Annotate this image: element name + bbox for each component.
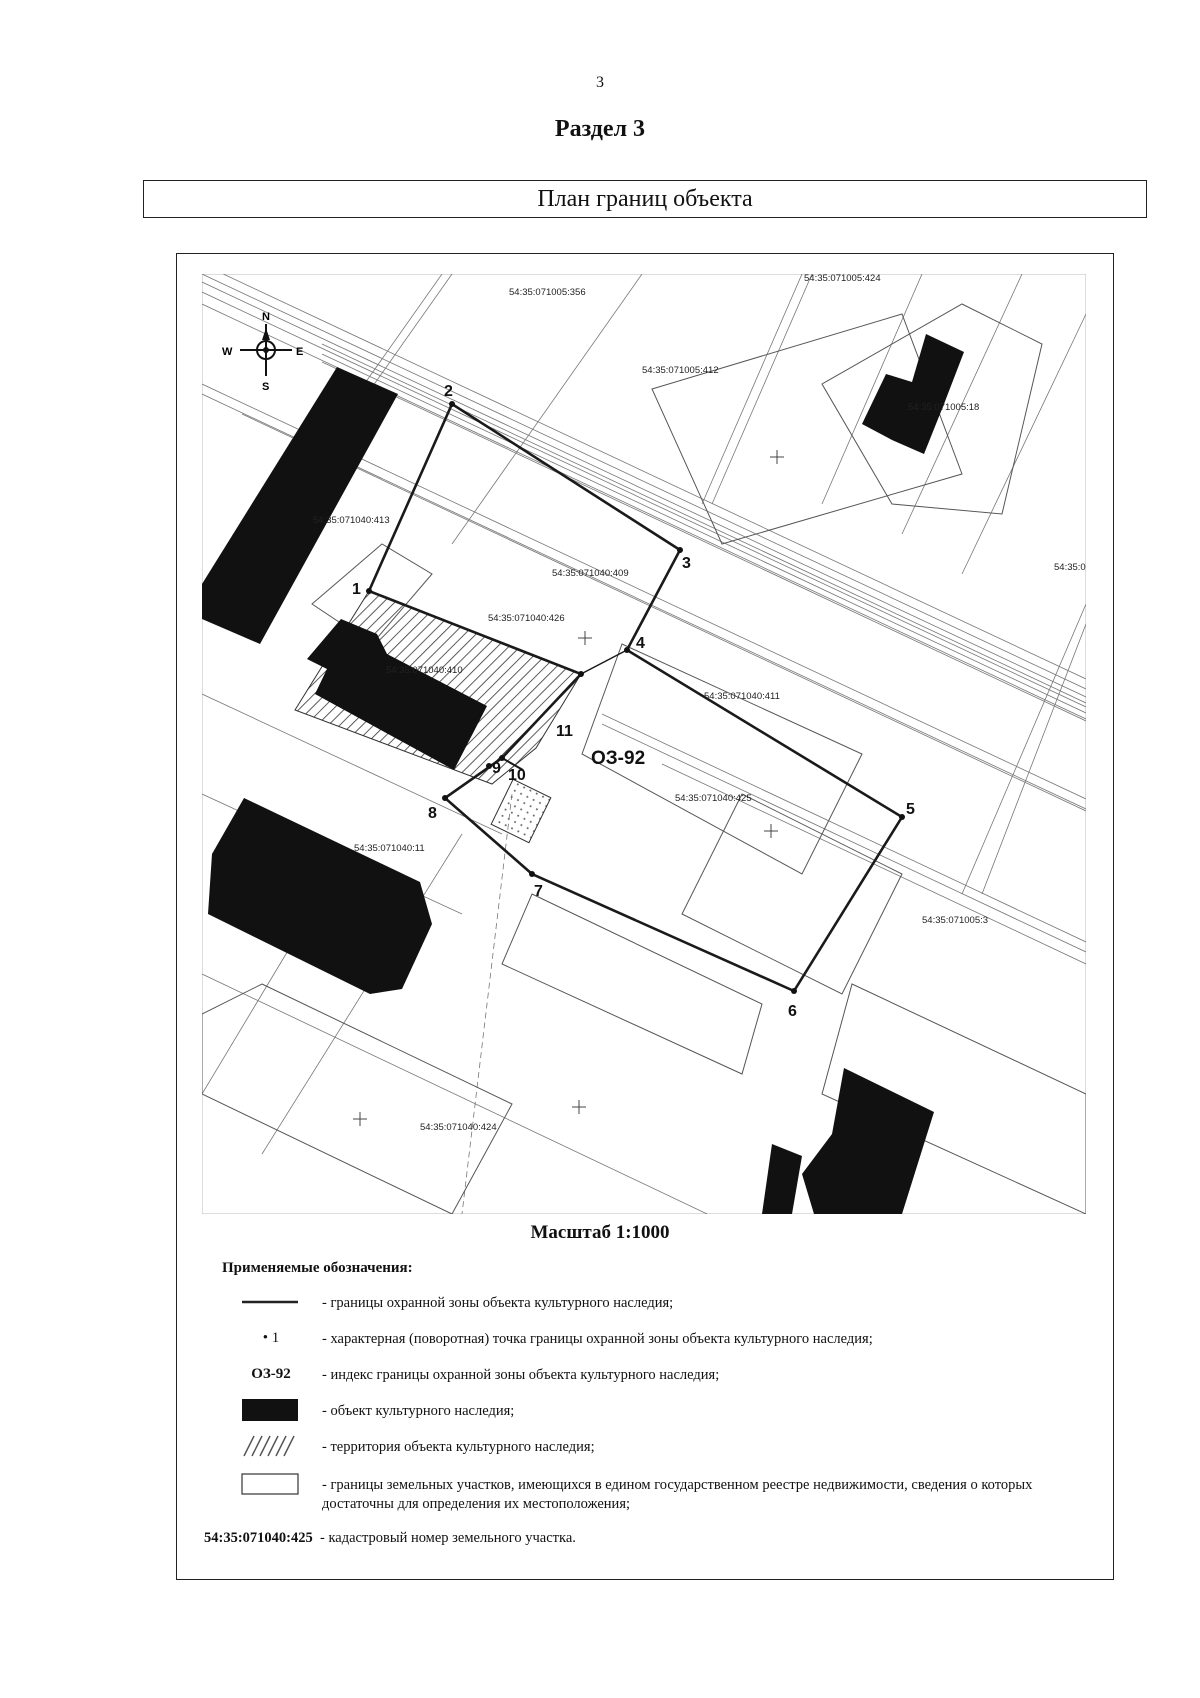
zone-index-label: ОЗ-92 bbox=[591, 748, 646, 769]
heritage-object-swatch-icon bbox=[240, 1398, 302, 1422]
index-sample: ОЗ-92 bbox=[251, 1366, 291, 1382]
compass-w: W bbox=[222, 346, 233, 358]
parcel-label: 54:35:071040:11 bbox=[354, 843, 425, 854]
parcel-label: 54:35:071005:3 bbox=[922, 915, 989, 926]
point-label: 3 bbox=[682, 555, 691, 572]
point-label: 6 bbox=[788, 1003, 797, 1020]
parcel-label: 54:35:071040:425 bbox=[675, 793, 752, 804]
parcel-label: 54:35:0 bbox=[1054, 562, 1086, 573]
parcel-label: 54:35:071040:424 bbox=[420, 1122, 497, 1133]
legend-text: - границы земельных участков, имеющихся в едином государственном реестре недвижимости, сведения о которых достаточны для определения их местоположения; bbox=[322, 1477, 1033, 1512]
page-number: 3 bbox=[596, 74, 604, 91]
parcel-label: 54:35:071040:411 bbox=[704, 691, 780, 702]
parcel-label: 54:35:071040:410 bbox=[386, 665, 463, 676]
boundary-line-icon bbox=[240, 1290, 302, 1314]
compass-n: N bbox=[262, 311, 270, 323]
point-label: 1 bbox=[352, 581, 361, 598]
parcel-label: 54:35:071040:409 bbox=[552, 568, 629, 579]
legend-cadastral bbox=[204, 1530, 576, 1547]
legend-text: - территория объекта культурного наследия; bbox=[322, 1439, 595, 1455]
parcel-label: 54:35:071005:412 bbox=[642, 365, 719, 376]
legend-territory bbox=[200, 1434, 1080, 1470]
point-label: 8 bbox=[428, 805, 437, 822]
parcel-label: 54:35:071005:18 bbox=[908, 402, 980, 413]
cadastral-map[interactable] bbox=[202, 274, 1086, 1214]
point-label: 4 bbox=[636, 635, 645, 652]
parcel-label: 54:35:071005:424 bbox=[804, 274, 881, 284]
parcel-label: 54:35:071040:413 bbox=[313, 515, 390, 526]
point-label: 10 bbox=[508, 767, 526, 784]
point-label: 9 bbox=[492, 760, 501, 777]
map-scale: Масштаб 1:1000 bbox=[530, 1222, 670, 1243]
parcel-boundary-swatch-icon bbox=[240, 1472, 302, 1496]
legend-index bbox=[200, 1362, 1080, 1398]
legend-text: - индекс границы охранной зоны объекта культурного наследия; bbox=[322, 1367, 720, 1383]
point-sample: 1 bbox=[271, 1330, 280, 1346]
compass-e: E bbox=[296, 346, 304, 358]
legend-text: - границы охранной зоны объекта культурного наследия; bbox=[322, 1295, 674, 1311]
parcel-label: 54:35:071040:426 bbox=[488, 613, 565, 624]
legend-point bbox=[200, 1326, 1080, 1362]
legend-title: Применяемые обозначения: bbox=[222, 1260, 413, 1276]
point-label: 2 bbox=[444, 383, 453, 400]
cadastral-sample: 54:35:071040:425 bbox=[204, 1530, 313, 1546]
point-label: 11 bbox=[556, 723, 573, 740]
section-title: Раздел 3 bbox=[554, 116, 646, 142]
point-label: 7 bbox=[534, 883, 543, 900]
point-label: 5 bbox=[906, 801, 915, 818]
compass-s: S bbox=[262, 381, 270, 393]
legend-boundary bbox=[200, 1290, 1080, 1326]
legend-text: - характерная (поворотная) точка границы охранной зоны объекта культурного наследия; bbox=[322, 1331, 873, 1347]
legend-text: - кадастровый номер земельного участка. bbox=[320, 1530, 576, 1546]
hatch-swatch-icon bbox=[240, 1434, 302, 1458]
parcel-label: 54:35:071005:356 bbox=[509, 287, 586, 298]
plan-title: План границ объекта bbox=[143, 180, 1147, 218]
point-dot-icon: • bbox=[262, 1330, 268, 1346]
legend-text: - объект культурного наследия; bbox=[322, 1403, 515, 1419]
legend-heritage-object bbox=[200, 1398, 1080, 1434]
legend-parcel bbox=[200, 1472, 1080, 1522]
point-symbol bbox=[240, 1326, 302, 1350]
